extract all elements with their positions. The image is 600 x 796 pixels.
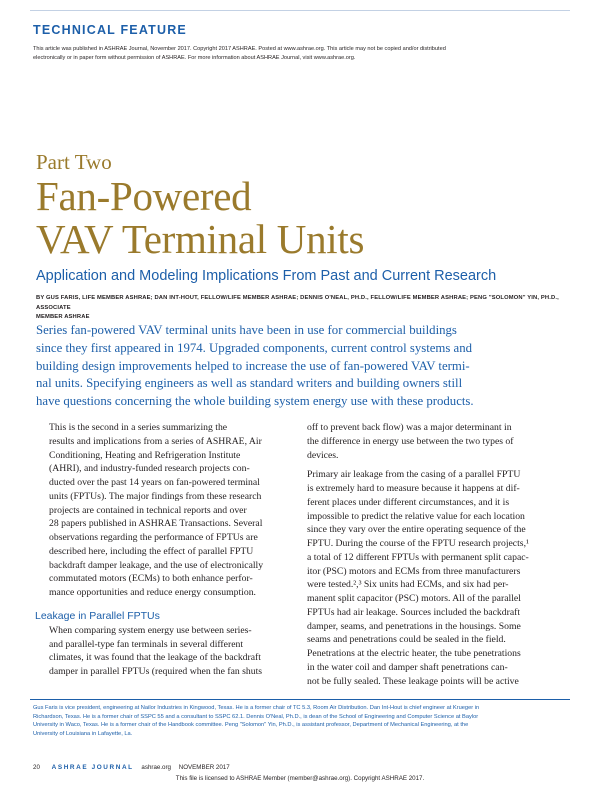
text-line: in the water coil and damper shaft penetrations can- — [307, 661, 508, 673]
title-line: Fan-Powered — [36, 173, 252, 219]
text-line: seams and penetrations could be sealed in the field. — [307, 634, 506, 646]
text-line: FPTUs had air leakage. Sources included the backdraft — [307, 606, 521, 618]
footnote-rule — [30, 699, 570, 700]
page-number: 20 — [33, 764, 40, 771]
text-line: off to prevent back flow) was a major determinant in — [307, 422, 512, 433]
article-title — [36, 175, 364, 261]
text-line: 28 papers published in ASHRAE Transactions. Several — [49, 518, 263, 530]
text-line: ferent places under different circumstances, and it is — [307, 496, 510, 508]
text-line: ducted over the past 14 years on fan-powered terminal — [49, 477, 260, 488]
article-part: Part Two — [36, 150, 112, 174]
text-line: units (FPTUs). The major findings from these research — [49, 490, 262, 502]
text-line: a total of 12 different FPTUs with permanent split capac- — [307, 551, 529, 563]
title-line: VAV Terminal Units — [36, 216, 365, 262]
text-line: the difference in energy use between the two types of — [307, 435, 514, 447]
lead-line: building design improvements helped to increase the use of fan-powered VAV termi- — [36, 358, 470, 373]
text-line: impossible to predict the relative value for each location — [307, 510, 525, 522]
text-line: (AHRI), and industry-funded research projects con- — [49, 463, 250, 475]
text-line: were tested.²,³ Six units had ECMs, and six had per- — [307, 579, 509, 591]
text-line: FPTU. During the course of the FPTU research projects,¹ — [307, 538, 529, 549]
text-line: is extremely hard to measure because it happens at dif- — [307, 483, 520, 494]
lead-line: nal units. Specifying engineers as well as standard writers and building owners still — [36, 376, 463, 391]
byline — [36, 294, 566, 323]
section-subhead: Leakage in Parallel FPTUs — [35, 609, 160, 622]
text-line: since they vary over the entire operating sequence of the — [307, 524, 526, 536]
license-notice: This file is licensed to ASHRAE Member (member@ashrae.org). Copyright ASHRAE 2017. — [175, 775, 425, 782]
lead-line: have questions concerning the whole building system energy use with these products. — [36, 394, 474, 409]
copyright-line: This article was published in ASHRAE Journal, November 2017. Copyright 2017 ASHRAE. Posted at www.ashrae.org. This article may not be copied and/or distributed — [33, 46, 446, 52]
article-subtitle: Application and Modeling Implications From Past and Current Research — [36, 268, 497, 284]
text-line: observations regarding the performance of FPTUs are — [49, 532, 258, 543]
text-line: results and implications from a series of ASHRAE, Air — [49, 435, 262, 447]
text-line: commutated motors (ECMs) to both enhance perfor- — [49, 573, 253, 585]
copyright-notice — [33, 45, 573, 63]
page-footer — [33, 764, 230, 771]
text-line: Primary air leakage from the casing of a parallel FPTU — [307, 469, 521, 481]
lead-line: Series fan-powered VAV terminal units have been in use for commercial buildings — [36, 323, 457, 337]
copyright-line: electronically or in paper form without permission of ASHRAE. For more information about ASHRAE Journal, visit www.ashrae.org. — [33, 54, 356, 61]
bio-line: University in Waco, Texas. He is a former chair of the Handbook committee. Peng "Solomon" Yin, Ph.D., is assistant professor, Department of Mechanical Engineering, at the — [33, 722, 469, 729]
text-line: When comparing system energy use between series- — [49, 624, 252, 636]
author-bios — [33, 704, 573, 738]
text-line: backdraft damper leakage, and the use of electronically — [49, 559, 264, 571]
text-line: This is the second in a series summarizing the — [49, 422, 228, 433]
paragraph — [49, 421, 294, 600]
lead-paragraph — [36, 322, 564, 411]
bio-line: University of Louisiana in Lafayette, La. — [33, 730, 133, 737]
magazine-name: ASHRAE JOURNAL — [51, 764, 134, 771]
text-line: described here, including the effect of parallel FPTU — [49, 545, 254, 557]
text-line: and parallel-type fan terminals in several different — [49, 638, 244, 650]
website: ashrae.org — [141, 764, 172, 771]
text-line: projects are contained in technical reports and over — [49, 504, 247, 516]
paragraph — [307, 421, 562, 462]
text-line: Penetrations at the electric heater, the tube penetrations — [307, 648, 521, 659]
text-line: damper in parallel FPTUs (required when the fan shuts — [49, 666, 263, 677]
section-tag: TECHNICAL FEATURE — [33, 23, 187, 37]
body-column-left — [35, 421, 294, 679]
text-line: manent split capacitor (PSC) motors. All of the parallel — [307, 593, 521, 604]
issue-date: NOVEMBER 2017 — [178, 764, 230, 771]
body-column-right — [307, 421, 562, 688]
text-line: devices. — [307, 449, 339, 461]
text-line: climates, it was found that the leakage of the backdraft — [49, 652, 261, 664]
lead-line: since they first appeared in 1974. Upgraded components, current control systems and — [36, 340, 473, 355]
bio-line: Richardson, Texas. He is a former chair of SSPC 55 and a consultant to SSPC 62.1. Dennis O'Neal, Ph.D., is dean of the School of Engineering and Computer Science at Baylor — [33, 713, 479, 720]
byline-line: BY GUS FARIS, LIFE MEMBER ASHRAE; DAN INT-HOUT, FELLOW/LIFE MEMBER ASHRAE; DENNIS O'NEAL, PH.D., FELLOW/LIFE MEMBER ASHRAE; PENG "SOLOMON" YIN, PH.D., ASSOCIATE — [36, 295, 559, 311]
text-line: not be fully sealed. These leakage points will be active — [307, 675, 519, 687]
byline-line: MEMBER ASHRAE — [36, 314, 90, 320]
paragraph — [49, 624, 294, 679]
bio-line: Gus Faris is vice president, engineering at Nailor Industries in Kingwood, Texas. He is a former chair of TC 5.3, Room Air Distribution. Dan Int-Hout is chief engineer at Krueger in — [33, 705, 480, 711]
text-line: Conditioning, Heating and Refrigeration Institute — [49, 449, 241, 461]
text-line: itor (PSC) motors and ECMs from three manufacturers — [307, 565, 521, 577]
paragraph — [307, 468, 562, 688]
header-rule — [30, 10, 570, 11]
text-line: mance opportunities and reduce energy consumption. — [49, 587, 256, 598]
text-line: damper, seams, and penetrations in the housings. Some — [307, 620, 521, 632]
